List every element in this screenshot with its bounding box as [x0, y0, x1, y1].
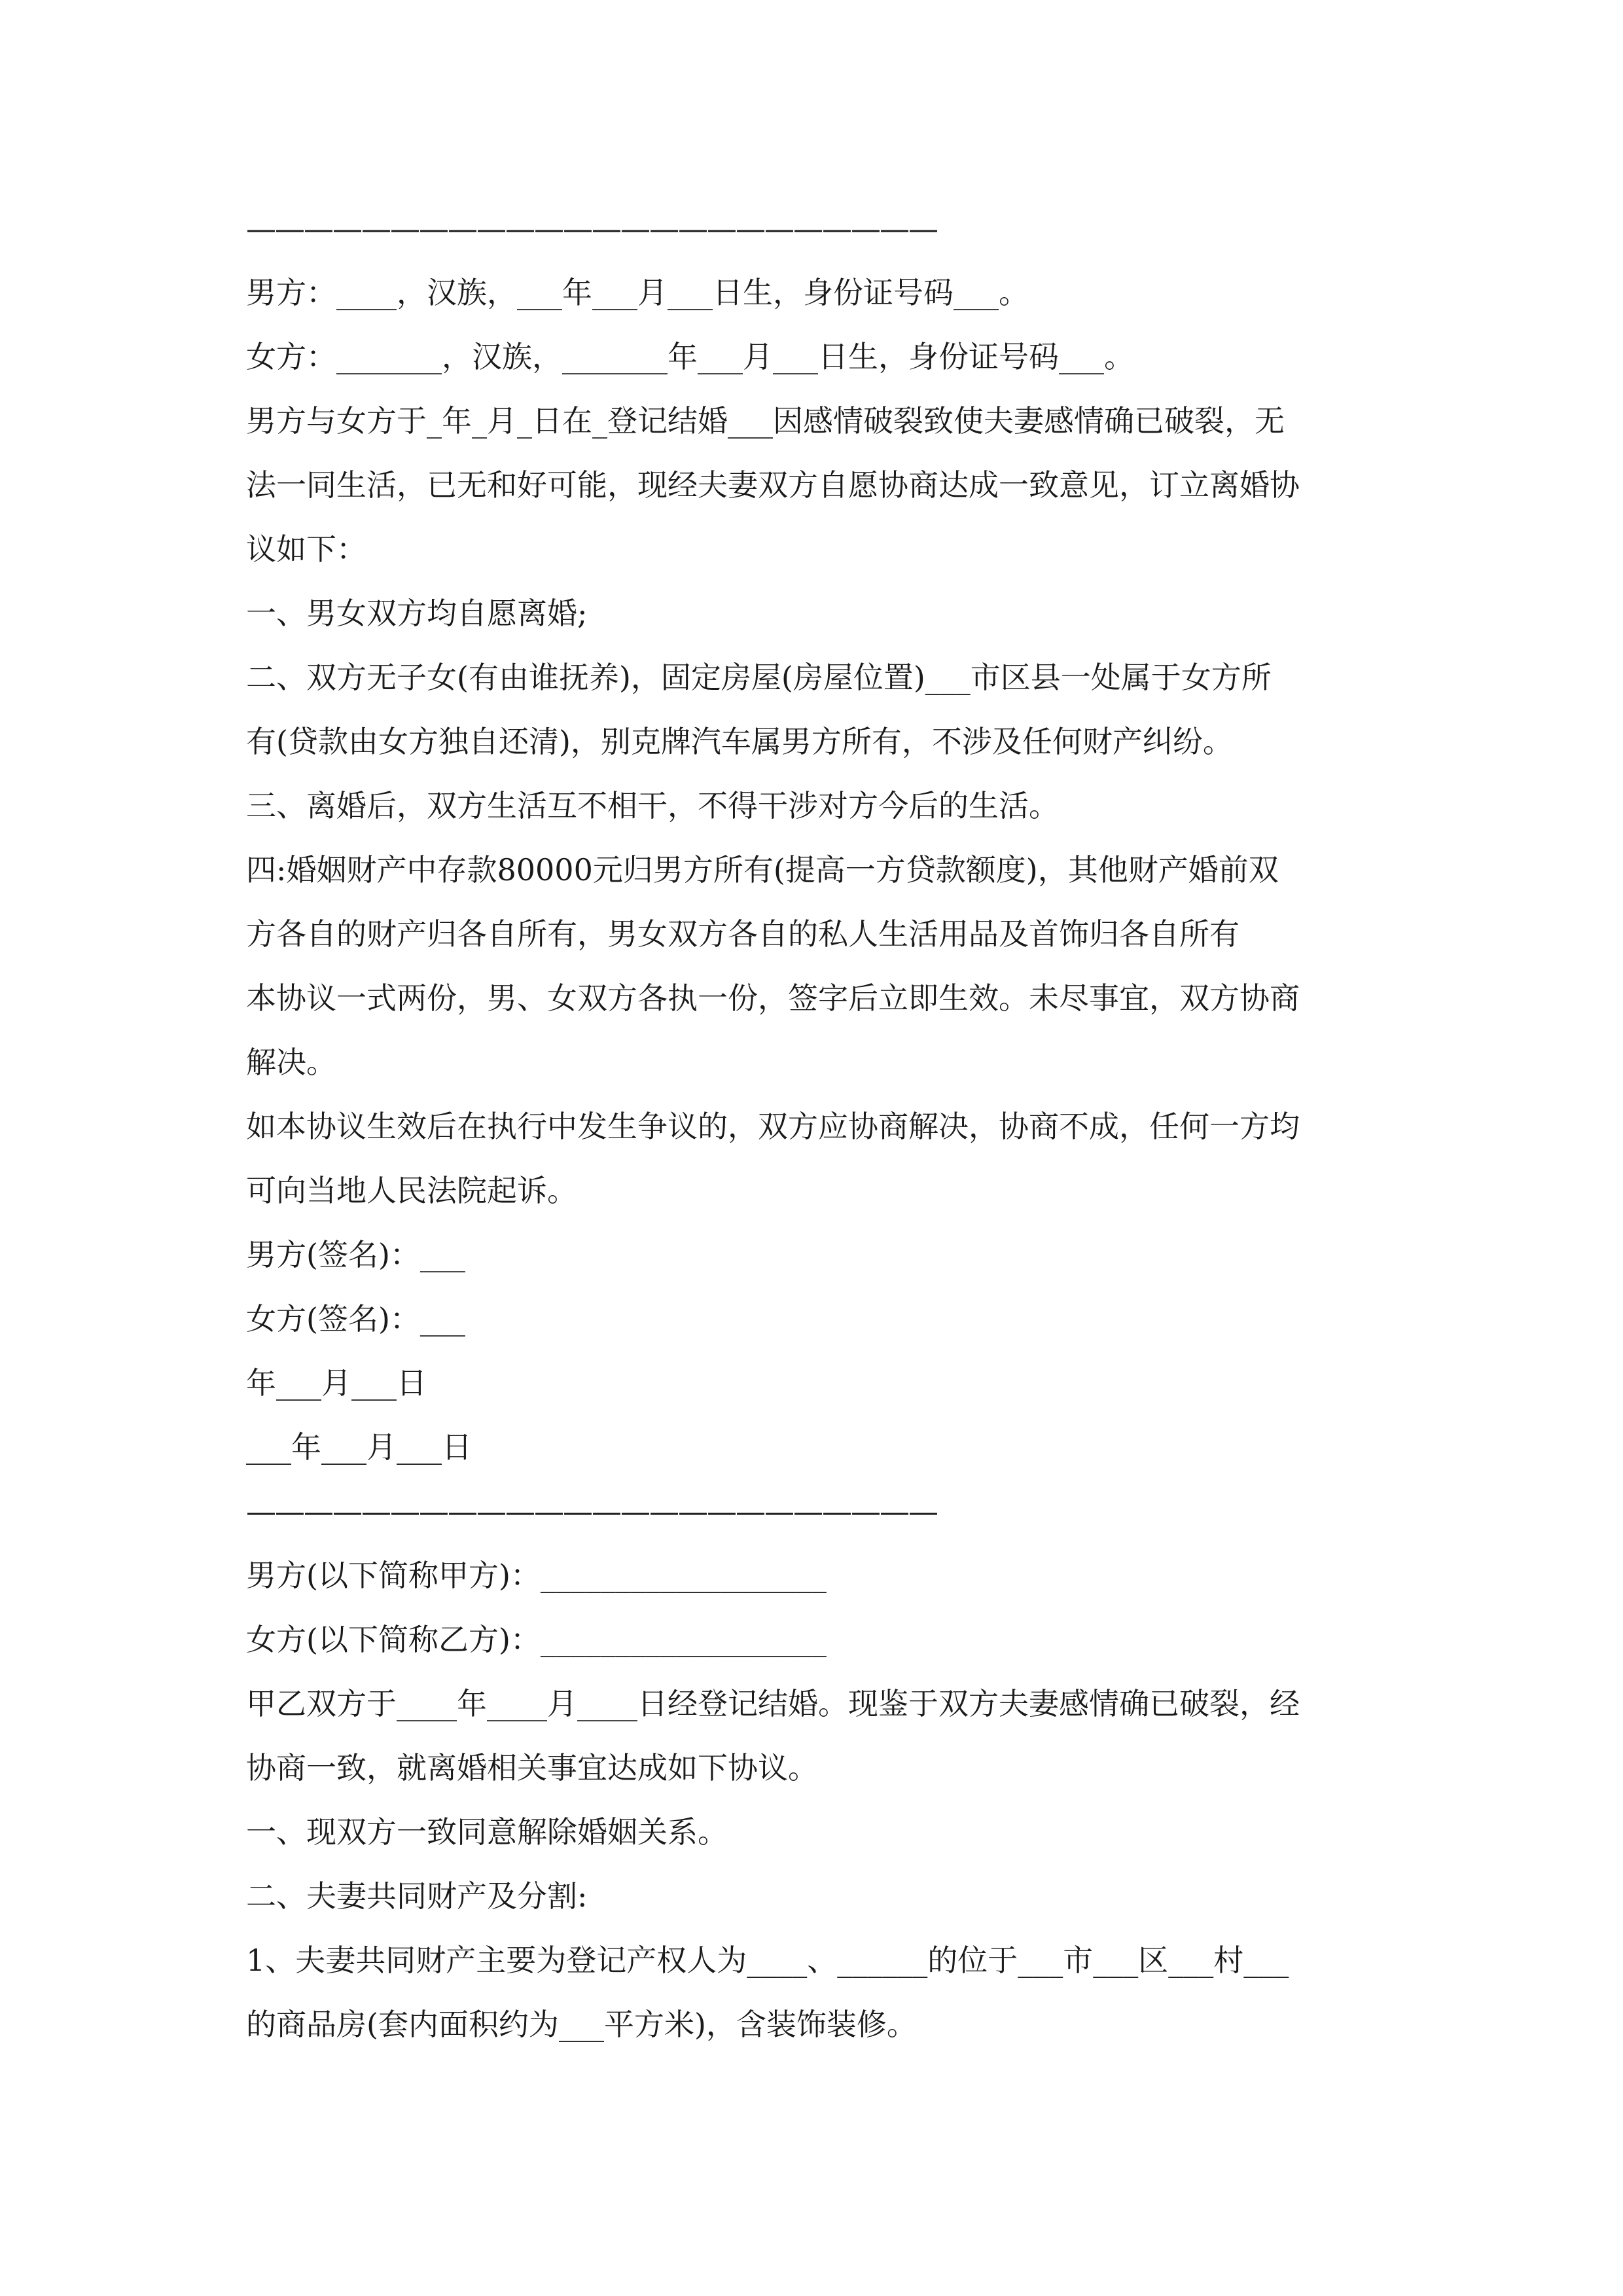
agreement-clause-1: 一、现双方一致同意解除婚姻关系。 — [246, 1814, 728, 1850]
date-line-1: 年___月___日 — [246, 1365, 427, 1401]
preamble-line-3: 议如下： — [246, 531, 366, 567]
male-signature: 男方(签名)：___ — [246, 1237, 465, 1272]
clause-4-line-2: 方各自的财产归各自所有，男女双方各自的私人生活用品及首饰归各自所有 — [246, 916, 1240, 952]
party-b-field: 女方(以下简称乙方)：___________________ — [246, 1622, 827, 1657]
separator-line: ———————————————————————— — [246, 1494, 937, 1529]
clause-3: 三、离婚后，双方生活互不相干，不得干涉对方今后的生活。 — [246, 788, 1059, 823]
clause-2-line-2: 有(贷款由女方独自还清)，别克牌汽车属男方所有，不涉及任何财产纠纷。 — [246, 724, 1233, 759]
clause-1: 一、男女双方均自愿离婚; — [246, 596, 588, 631]
property-item-1-line-2: 的商品房(套内面积约为___平方米)，含装饰装修。 — [246, 2007, 917, 2042]
male-party-info: 男方：____，汉族，___年___月___日生，身份证号码___。 — [246, 275, 1029, 310]
preamble-line-2: 法一同生活，已无和好可能，现经夫妻双方自愿协商达成一致意见，订立离婚协 — [246, 467, 1300, 503]
party-a-field: 男方(以下简称甲方)：___________________ — [246, 1558, 827, 1593]
dispute-clause-line-2: 可向当地人民法院起诉。 — [246, 1173, 577, 1208]
dispute-clause-line-1: 如本协议生效后在执行中发生争议的，双方应协商解决，协商不成，任何一方均 — [246, 1109, 1300, 1144]
copies-clause-line-1: 本协议一式两份，男、女双方各执一份，签字后立即生效。未尽事宜，双方协商 — [246, 980, 1300, 1016]
female-signature: 女方(签名)：___ — [246, 1301, 465, 1336]
date-line-2: ___年___月___日 — [246, 1429, 472, 1465]
preamble-line-1: 男方与女方于_年_月_日在_登记结婚___因感情破裂致使夫妻感情确已破裂，无 — [246, 403, 1285, 439]
marriage-statement-line-2: 协商一致，就离婚相关事宜达成如下协议。 — [246, 1750, 818, 1785]
clause-4-line-1: 四:婚姻财产中存款80000元归男方所有(提高一方贷款额度)，其他财产婚前双 — [246, 852, 1279, 888]
marriage-statement-line-1: 甲乙双方于____年____月____日经登记结婚。现鉴于双方夫妻感情确已破裂，经 — [246, 1686, 1300, 1721]
clause-2-line-1: 二、双方无子女(有由谁抚养)，固定房屋(房屋位置)___市区县一处属于女方所 — [246, 660, 1272, 695]
document-body — [246, 196, 1380, 2056]
property-item-1-line-1: 1、夫妻共同财产主要为登记产权人为____、______的位于___市___区___村___ — [246, 1943, 1289, 1978]
female-party-info: 女方：_______，汉族，_______年___月___日生，身份证号码___。 — [246, 339, 1134, 374]
copies-clause-line-2: 解决。 — [246, 1045, 336, 1080]
separator-line: ———————————————————————— — [246, 211, 937, 246]
agreement-clause-2-heading: 二、夫妻共同财产及分割: — [246, 1878, 588, 1914]
